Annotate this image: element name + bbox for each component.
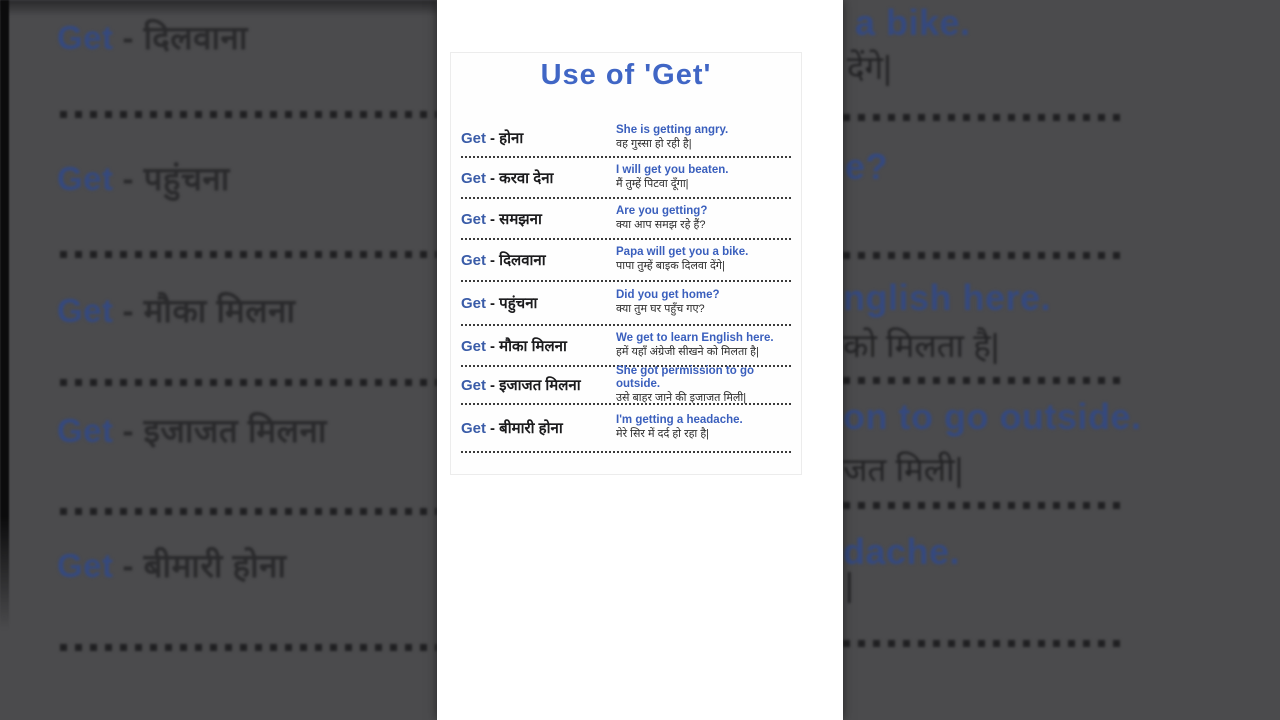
meaning-cell [461, 168, 616, 188]
bg-top-shadow [0, 0, 437, 16]
example-cell [616, 246, 791, 274]
example-cell [616, 124, 791, 152]
english-example: Did you get home? [616, 289, 720, 301]
example-cell [616, 332, 791, 360]
example-cell [616, 365, 791, 406]
background-right-content [843, 0, 1280, 720]
bg-example-fragment: on to go outside. [843, 396, 1142, 437]
meaning-cell [461, 418, 616, 438]
hindi-translation: क्या आप समझ रहे हैं? [616, 218, 706, 231]
bg-meaning-line: Get - दिलवाना [57, 19, 248, 56]
table-row [461, 240, 791, 282]
english-example: We get to learn English here. [616, 331, 774, 344]
lesson-panel [450, 52, 802, 475]
bg-dotted-line [60, 251, 437, 258]
table-row [461, 405, 791, 453]
bg-example-fragment: e? [845, 146, 889, 187]
bg-translation-fragment: देंगे| [847, 49, 892, 86]
get-word: Get [461, 377, 487, 394]
bg-example-fragment: a bike. [855, 2, 971, 43]
page-title: Use of 'Get' [540, 59, 712, 91]
table-row [461, 364, 791, 405]
get-word: Get [461, 252, 487, 269]
example-cell [616, 164, 791, 192]
meaning-cell [461, 375, 616, 395]
english-example: Are you getting? [616, 204, 708, 217]
example-cell [616, 289, 791, 317]
hindi-meaning: - इजाजत मिलना [490, 377, 581, 394]
hindi-translation: क्या तुम घर पहुँच गए? [616, 303, 705, 315]
hindi-meaning: - दिलवाना [490, 252, 546, 269]
usage-table [461, 119, 791, 453]
get-word: Get [461, 337, 487, 355]
example-cell [616, 205, 791, 233]
hindi-meaning: - समझना [490, 210, 542, 228]
get-word: Get [461, 420, 487, 437]
get-word: Get [461, 169, 487, 187]
english-example: She got permission to go outside. [616, 364, 755, 390]
bg-translation-fragment: जत मिली| [843, 451, 964, 488]
hindi-translation: वह गुस्सा हो रही है| [616, 137, 692, 150]
bg-left-black-bar [0, 0, 9, 630]
table-row [461, 119, 791, 158]
table-row [461, 326, 791, 367]
bg-example-fragment: nglish here. [843, 277, 1052, 318]
get-word: Get [461, 210, 487, 228]
example-cell [616, 414, 791, 442]
hindi-meaning: - मौका मिलना [490, 337, 567, 355]
english-example: I'm getting a headache. [616, 414, 743, 426]
background-right-strip [843, 0, 1280, 720]
bg-meaning-line: Get - बीमारी होना [57, 547, 287, 584]
meaning-cell [461, 128, 616, 148]
bg-dotted-line [60, 111, 437, 118]
hindi-translation: पापा तुम्हें बाइक दिलवा देंगे| [616, 260, 725, 272]
get-word: Get [461, 295, 487, 312]
get-word: Get [461, 129, 487, 147]
bg-dotted-line [60, 508, 437, 515]
meaning-cell [461, 209, 616, 229]
table-row [461, 282, 791, 326]
hindi-translation: मैं तुम्हें पिटवा दूँगा| [616, 177, 689, 190]
table-row [461, 199, 791, 240]
hindi-meaning: - पहुंचना [490, 295, 538, 312]
bg-dotted-line [843, 114, 1128, 121]
hindi-translation: उसे बाहर जाने की इजाजत मिली| [616, 391, 747, 404]
bg-meaning-line: Get - इजाजत मिलना [57, 412, 327, 449]
meaning-cell [461, 250, 616, 270]
bg-dotted-line [60, 379, 437, 386]
hindi-translation: हमें यहाँ अंग्रेजी सीखने को मिलता है| [616, 345, 759, 358]
table-row [461, 158, 791, 199]
bg-dotted-line [843, 377, 1128, 384]
background-left-content [0, 0, 437, 720]
bg-dotted-line [843, 640, 1128, 647]
bg-example-fragment: dache. [843, 531, 961, 572]
english-example: Papa will get you a bike. [616, 246, 749, 258]
hindi-meaning: - होना [490, 129, 524, 147]
bg-translation-fragment: को मिलता है| [843, 327, 1000, 364]
bg-translation-fragment: | [845, 566, 854, 603]
background-left-strip [0, 0, 437, 720]
english-example: She is getting angry. [616, 123, 729, 136]
bg-meaning-line: Get - पहुंचना [57, 160, 230, 197]
bg-dotted-line [60, 644, 437, 651]
hindi-meaning: - बीमारी होना [490, 420, 563, 437]
hindi-meaning: - करवा देना [490, 169, 554, 187]
english-example: I will get you beaten. [616, 163, 729, 176]
meaning-cell [461, 293, 616, 313]
bg-dotted-line [843, 252, 1128, 259]
bg-dotted-line [843, 502, 1128, 509]
bg-meaning-line: Get - मौका मिलना [57, 292, 296, 329]
hindi-translation: मेरे सिर में दर्द हो रहा है| [616, 428, 710, 440]
meaning-cell [461, 336, 616, 356]
slide-card [437, 0, 843, 720]
